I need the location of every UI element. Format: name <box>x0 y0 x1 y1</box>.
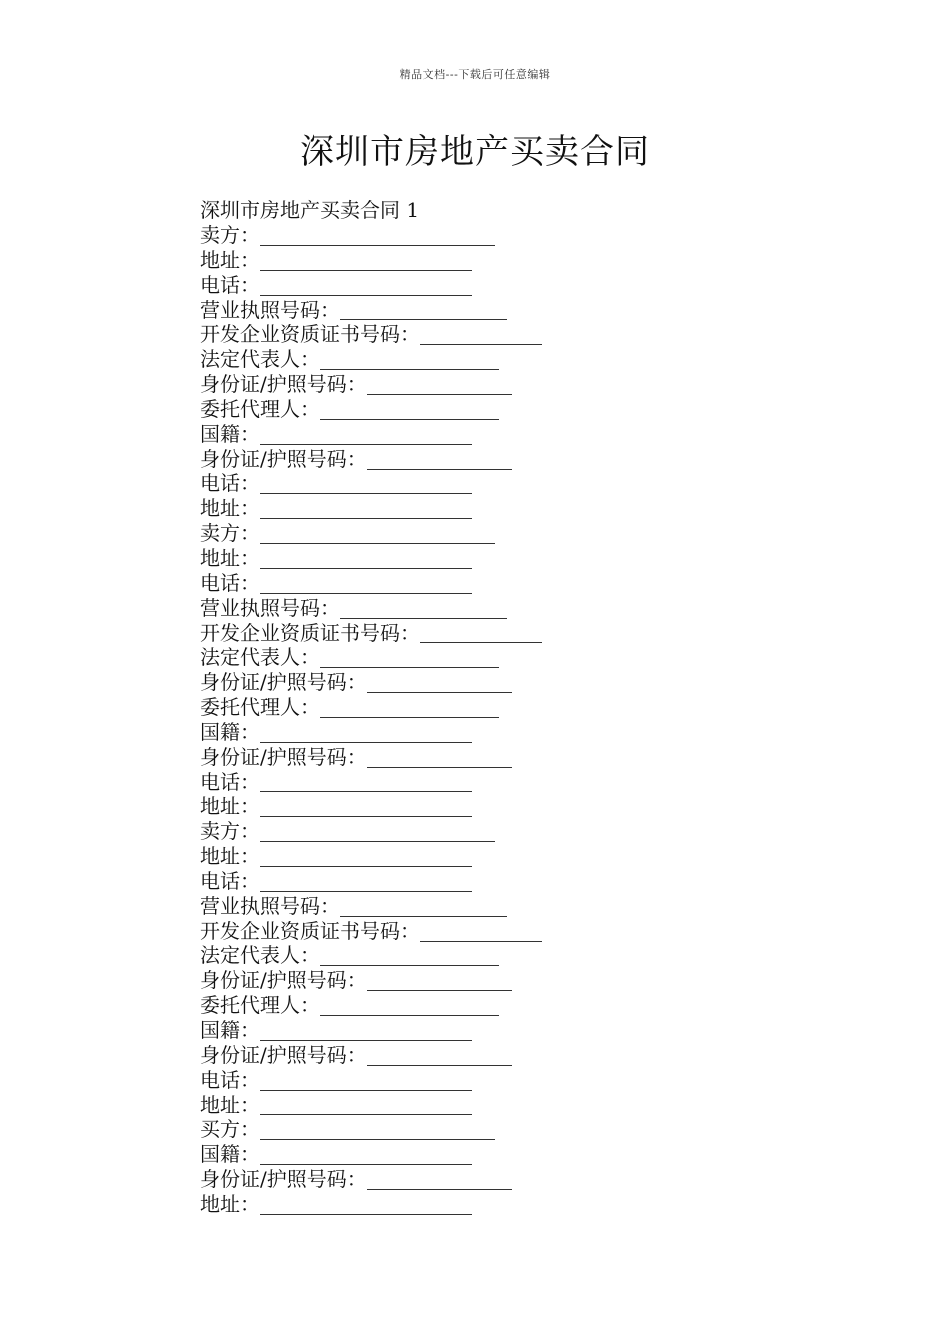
field-row <box>200 1142 800 1167</box>
field-label: 身份证/护照号码： <box>200 1042 367 1067</box>
field-row <box>200 571 800 596</box>
fill-in-blank <box>260 877 472 892</box>
field-row <box>200 968 800 993</box>
field-label: 开发企业资质证书号码： <box>200 620 420 645</box>
field-row <box>200 273 800 298</box>
field-label: 地址： <box>200 1191 260 1216</box>
field-label: 电话： <box>200 471 260 496</box>
fill-in-blank <box>260 852 472 867</box>
field-label: 身份证/护照号码： <box>200 968 367 993</box>
field-label: 国籍： <box>200 421 260 446</box>
field-label: 卖方： <box>200 521 260 546</box>
field-row <box>200 1018 800 1043</box>
field-row <box>200 844 800 869</box>
field-row <box>200 794 800 819</box>
field-label: 电话： <box>200 570 260 595</box>
fill-in-blank <box>367 678 512 693</box>
fill-in-blank <box>260 728 472 743</box>
fill-in-blank <box>320 405 499 420</box>
field-row <box>200 372 800 397</box>
fill-in-blank <box>340 902 507 917</box>
field-label: 国籍： <box>200 1142 260 1167</box>
field-row <box>200 919 800 944</box>
field-label: 卖方： <box>200 819 260 844</box>
fill-in-blank <box>367 753 512 768</box>
field-row <box>200 1043 800 1068</box>
field-label: 电话： <box>200 769 260 794</box>
field-row <box>200 621 800 646</box>
fill-in-blank <box>260 579 472 594</box>
field-row <box>200 596 800 621</box>
field-label: 法定代表人： <box>200 347 320 372</box>
page-title: 深圳市房地产买卖合同 <box>300 132 650 172</box>
field-label: 营业执照号码： <box>200 595 340 620</box>
field-label: 地址： <box>200 1092 260 1117</box>
field-row <box>200 645 800 670</box>
field-label: 委托代理人： <box>200 396 320 421</box>
field-row <box>200 993 800 1018</box>
field-row <box>200 223 800 248</box>
fill-in-blank <box>260 504 472 519</box>
field-row <box>200 347 800 372</box>
fill-in-blank <box>420 330 542 345</box>
field-row <box>200 1117 800 1142</box>
fill-in-blank <box>260 1125 495 1140</box>
field-label: 地址： <box>200 844 260 869</box>
field-label: 地址： <box>200 496 260 521</box>
field-label: 法定代表人： <box>200 943 320 968</box>
field-row <box>200 720 800 745</box>
field-label: 买方： <box>200 1117 260 1142</box>
field-label: 身份证/护照号码： <box>200 670 367 695</box>
field-label: 身份证/护照号码： <box>200 446 367 471</box>
fill-in-blank <box>260 777 472 792</box>
fill-in-blank <box>320 951 499 966</box>
fill-in-blank <box>320 653 499 668</box>
field-label: 地址： <box>200 545 260 570</box>
fill-in-blank <box>420 628 542 643</box>
field-row <box>200 894 800 919</box>
field-label: 营业执照号码： <box>200 893 340 918</box>
fill-in-blank <box>260 802 472 817</box>
field-label: 身份证/护照号码： <box>200 1167 367 1192</box>
field-label: 身份证/护照号码： <box>200 372 367 397</box>
field-label: 开发企业资质证书号码： <box>200 322 420 347</box>
field-row <box>200 447 800 472</box>
field-row <box>200 1192 800 1217</box>
field-row <box>200 695 800 720</box>
field-row <box>200 770 800 795</box>
fill-in-blank <box>260 231 495 246</box>
fill-in-blank <box>260 1200 472 1215</box>
fill-in-blank <box>260 256 472 271</box>
fill-in-blank <box>340 604 507 619</box>
fill-in-blank <box>320 703 499 718</box>
fill-in-blank <box>320 1001 499 1016</box>
contract-body <box>200 198 800 1217</box>
field-row <box>200 819 800 844</box>
fill-in-blank <box>367 1051 512 1066</box>
fill-in-blank <box>340 305 507 320</box>
field-label: 身份证/护照号码： <box>200 744 367 769</box>
field-label: 委托代理人： <box>200 993 320 1018</box>
field-label: 电话： <box>200 868 260 893</box>
field-row <box>200 496 800 521</box>
field-row <box>200 322 800 347</box>
fill-in-blank <box>367 976 512 991</box>
field-label: 开发企业资质证书号码： <box>200 918 420 943</box>
field-label: 地址： <box>200 794 260 819</box>
field-label: 电话： <box>200 272 260 297</box>
field-row <box>200 471 800 496</box>
field-list <box>200 223 800 1217</box>
fill-in-blank <box>420 927 542 942</box>
fill-in-blank <box>260 1076 472 1091</box>
field-row <box>200 1068 800 1093</box>
field-label: 地址： <box>200 247 260 272</box>
field-label: 国籍： <box>200 1018 260 1042</box>
field-label: 委托代理人： <box>200 695 320 720</box>
fill-in-blank <box>260 1150 472 1165</box>
field-row <box>200 1093 800 1118</box>
fill-in-blank <box>367 380 512 395</box>
field-row <box>200 943 800 968</box>
field-label: 电话： <box>200 1067 260 1092</box>
fill-in-blank <box>260 529 495 544</box>
fill-in-blank <box>260 430 472 445</box>
fill-in-blank <box>260 479 472 494</box>
field-row <box>200 521 800 546</box>
field-row <box>200 397 800 422</box>
field-label: 法定代表人： <box>200 645 320 670</box>
fill-in-blank <box>260 1100 472 1115</box>
field-row <box>200 298 800 323</box>
contract-subtitle: 深圳市房地产买卖合同 1 <box>200 198 420 222</box>
field-row <box>200 422 800 447</box>
field-label: 国籍： <box>200 719 260 744</box>
field-row <box>200 248 800 273</box>
fill-in-blank <box>260 827 495 842</box>
field-label: 营业执照号码： <box>200 297 340 322</box>
field-row <box>200 745 800 770</box>
fill-in-blank <box>367 455 512 470</box>
field-label: 卖方： <box>200 223 260 247</box>
field-row <box>200 1167 800 1192</box>
field-row <box>200 670 800 695</box>
fill-in-blank <box>320 355 499 370</box>
fill-in-blank <box>260 1026 472 1041</box>
fill-in-blank <box>367 1175 512 1190</box>
fill-in-blank <box>260 281 472 296</box>
fill-in-blank <box>260 554 472 569</box>
header-note: 精品文档---下载后可任意编辑 <box>399 68 551 81</box>
field-row <box>200 546 800 571</box>
field-row <box>200 869 800 894</box>
